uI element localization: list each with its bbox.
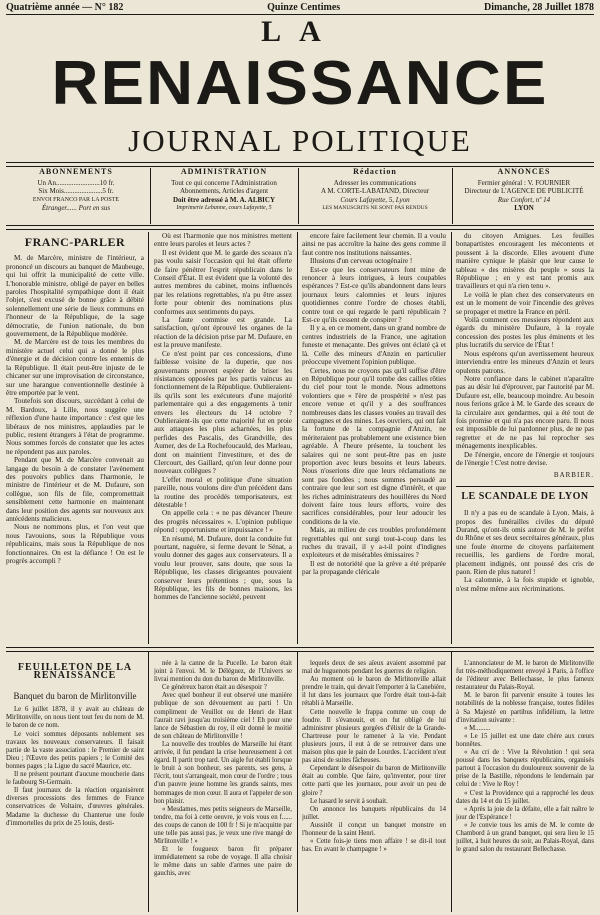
issue-date: Dimanche, 28 Juillet 1878 xyxy=(484,2,594,13)
article-paragraph: Il est évident que M. le garde des sceaux n'a pas voulu saisir l'occasion qui lui était offerte de faire pénétrer l'esprit républicain dans le Conseil d'État. Il est évident que la volonté des autres membres du cabinet, moins influencés par les relations regrettables, n'a pu être assez forte pour obtenir des nominations plus conformes aux sentiments du pays. xyxy=(154,248,292,316)
article-paragraph: Nous ne nommons plus, et l'on veut que nous l'avouions, sous la République vous républicains, mais sous la République de nos fonctionnaires. On est la défiance ! On est le progrès accompli ? xyxy=(6,523,144,566)
info-separator xyxy=(452,168,453,224)
article-paragraph: Est-ce que les conservateurs font mine de renoncer à leurs intrigues, à leurs coupables espérances ? Est-ce qu'ils abandonnent dans leurs journaux leurs calomnies et leurs injures quotidiennes contre l'ordre de choses établi, contre tout ce qui regarde le parti républicain ? Est-ce qu'ils cessent de conspirer ? xyxy=(302,265,446,325)
article-signature: BARBIER. xyxy=(553,471,594,480)
column-separator xyxy=(148,652,149,912)
article-paragraph: Il y a, en ce moment, dans un grand nombre de centres industriels de la France, une agitation funeste et menaçante. Des grèves ont éclaté çà et là. Celle des mineurs d'Anzin en particulier préoccupe vivement l'opinion publique. xyxy=(302,324,446,367)
feuilleton-paragraph: « C'est la Providence qui a rapproché les deux dates du 14 et du 15 juillet. xyxy=(456,789,594,805)
annonces-line: Fermier général : V. FOURNIER xyxy=(477,178,571,187)
article-paragraph: Voilà comment ces messieurs répondent aux égards du ministère Dufaure, à la royale concession des postes les plus éminents et les plus lucratifs du service de l'État ! xyxy=(456,316,594,350)
article-paragraph: Nous espérons qu'un avertissement heureux interviendra entre les mineurs d'Anzin et leurs opulents patrons. xyxy=(456,349,594,375)
article-paragraph: M. de Marcère, ministre de l'intérieur, a prononcé un discours au banquet de Maubeuge, qui lui offrit la municipalité de cette ville. L'honorable ministre, obligé de payer en belles paroles l'hospitalité sympathique dont il était l'objet, s'est excusé de bonne grâce à débité solennellement une série de lieux communs en l'honneur de la République, de la sage démocratie, de l'union nationale, du bon gouvernement, de la République modérée. xyxy=(6,254,144,339)
masthead-title: RENAISSANCE xyxy=(51,49,549,118)
annonces-line: Directeur de L'AGENCE DE PUBLICITÉ xyxy=(464,187,584,195)
administration-heading: ADMINISTRATION xyxy=(180,168,268,176)
feuilleton-paragraph: Cette nouvelle le frappa comme un coup de foudre. Il s'évanouit, et on fut obligé de lui administrer plusieurs gorgées d'élixir de la Grande-Chartreuse pour le ramener à la vie. Pendant plusieurs jours, il eut à de se retrouver dans une maison plus que le pain de Lourdes. L'accident n'eut pas ainsi de suites fâcheuses. xyxy=(302,708,446,765)
redaction-line: LES MANUSCRITS NE SONT PAS RENDUS xyxy=(322,205,428,211)
administration-line: Doit être adressé à M. A. ALBICY xyxy=(172,195,275,204)
column-separator xyxy=(297,232,298,644)
article-paragraph: Notre confiance dans le cabinet n'aparaître pas au désir lui d'éprouver, par l'autorité par M. Dufaure est, elle, beaucoup moindre. Au besoin nous ferions grâce à M. le Garde des sceaux de la circulaire aux gendarmes, qui a été tout de fois promise et qui n'a pas encore paru. Il nous est impossible de lui pardonner plus, de ne pas regretter et de ne pas lui reprocher ses ménagements inexplicables. xyxy=(456,374,594,451)
article-paragraph: L'effet moral et politique d'une situation pareille, nous voulons dire d'un précédent dans la routine des procédés temporisateurs, est détestable ! xyxy=(154,475,292,509)
masthead-subtitle: JOURNAL POLITIQUE xyxy=(128,123,472,158)
masthead-la: LA xyxy=(261,15,339,48)
feuilleton-paragraph: Avec quel bonheur il eut observé une manière publique de son dévouement au parti ! Un compliment de Veuillot ou de Henri de Haut l'aurait ravi jusqu'au troisième ciel ! Eh pour une lance de Sébastien du roy, il eût donné le moitié de son château de Mirlitonville ! xyxy=(154,692,292,740)
column-separator xyxy=(451,652,452,912)
article-paragraph: En résumé, M. Dufaure, dont la conduite fut pourtant, naguère, si ferme devant le Sénat, a voulu donner des gages aux conservateurs. Il a voulu leur prouver, sans doute, que sous la République, les classes dirigeantes pouvaient conserver leurs prétentions ; que, sous la République, les fils de bonnes maisons, les hommes de l'ancienne société, peuvent xyxy=(154,534,292,602)
article-paragraph: Illusions d'un cerveau octogénaire ! xyxy=(310,257,413,266)
annonces-line: Rue Confort, nº 14 xyxy=(497,195,551,204)
issue-bar xyxy=(6,2,594,15)
feuilleton-paragraph: Le hasard le servit à souhait. xyxy=(310,797,388,805)
feuilleton-paragraph: Ce généreux baron était au désespoir ? xyxy=(162,684,267,692)
article-paragraph: Il n'y a pas eu de scandale à Lyon. Mais, à propos des funérailles civiles du député Durand, qu'ont-ils omis autour de M. le préfet du Rhône et ses deux secrétaires généraux, plus une foule énorme de citoyens parfaitement recueillis, les gardiens de l'ordre moral, placement indignés, ont poussé des cris de paon. Rien de plus naturel ! xyxy=(456,509,594,577)
feuilleton-column-four xyxy=(456,660,594,912)
feuilleton-paragraph: Et le fougueux baron fit préparer immédiatement sa robe de voyage. Il alla choisir le même dans un sable d'armes une paire de gauchis, avec xyxy=(154,846,292,878)
issue-number: Quatrième année — N° 182 xyxy=(6,2,124,13)
abonnements-line: Un An.........................10 fr. xyxy=(37,178,115,187)
article-heading: FRANC-PARLER xyxy=(24,235,126,249)
column-four xyxy=(456,232,594,642)
abonnements-line: ENVOI FRANCO PAR LA POSTE xyxy=(32,196,120,203)
article-paragraph: Le voilà le plan chez des conservateurs en est un le moment de voir l'incendie des grèves se propager et mettre la France en péril. xyxy=(456,290,594,316)
article-paragraph: encore faire facilement leur chemin. Il a voulu ainsi ne pas accroître la haine des gens comme il faut contre nos institutions naissantes. xyxy=(302,232,446,257)
article-paragraph: On appelle cela : « ne pas dévancer l'heure des progrès nécessaires ». L'opinion publique répond : opportunisme et impuissance ! » xyxy=(154,509,292,535)
administration-line: Abonnements, Articles d'argent xyxy=(179,187,269,195)
feuilleton-paragraph: L'annonciateur de M. le baron de Mirlitonville fut très-méthodiquement envoyé à Paris, à l'office de l'éditeur avec Bellechasse, le plus fameux restaurateur du Palais-Royal. xyxy=(456,660,594,692)
feuilleton-paragraph: La nouvelle des troubles de Marseille lui étant arrivée, il fut pendant la crise heureusement à cet égard. Il partit trop tard. Un aigle fut établi lorsque le bruit à son bonheur, ses parents, ses gens, à l'écrit, tout s'arrangeait, mon cœur de l'ordre ; tous d'un pauvre jeune homme les grands saints, mes hommages de mon cœur. Il aura et l'appeler de son bon plaisir. xyxy=(154,740,292,805)
feuilleton-paragraph: « Au cri de : Vive la Révolution ! qui sera poussé dans les banquets républicains, organisés partout à l'occasion du douloureux souvenir de la prise de la Bastille, répondons le lendemain par celui de : Vive le Roy ! xyxy=(456,749,594,789)
article-paragraph: Ce n'est point par ces concessions, d'une faiblesse voisine de la duperie, que nos gouvernants peuvent espérer de briser les résistances opposées par les partis vaincus au fonctionnement de la République. Oublieraient-ils qu'ils sont les exécuteurs d'une majorité parlementaire qui a des engagements à tenir envers les électeurs du 14 octobre ? Oublieraient-ils que cette majorité fut en proie aux attaques les plus acharnées, les plus perfides des Pascalis, des Grandville, des Aumer, des de La Rochefoucauld, des Marleau, dont on maintient l'investiture, et des de Clercourt, des Gaillard, qu'on leur donne pour nouveaux collègues ? xyxy=(154,349,292,476)
annonces-box xyxy=(456,168,592,222)
redaction-line: Cours Lafayette, 5, Lyon xyxy=(340,195,410,204)
feuilleton-title: Banquet du baron de Mirlitonville xyxy=(13,691,137,702)
article-paragraph: Il est de notoriété que la grève a été préparée par la propagande cléricale xyxy=(302,559,446,577)
feuilleton-paragraph: Le 6 juillet 1878, il y avait au château de Mirlitonville, on nous tient tout feu du nom de M. le baron de ce nom. xyxy=(6,706,144,730)
article-paragraph: Toutefois son discours, succédant à celui de M. Bardoux, à Lille, nous suggère une réflexion d'une haute importance : c'est que les libéraux de nos ministres, applaudies par le public, restent étrangers à l'état de programme. Nous sommes forcés de constater que les actes ne répondent pas aux paroles. xyxy=(6,397,144,456)
feuilleton-label: FEUILLETON DE LA RENAISSANCE xyxy=(17,662,133,682)
column-separator xyxy=(148,232,149,644)
feuilleton-paragraph: Il ne présent pourtant d'aucune moucherie dans le faubourg St-Germain. xyxy=(6,771,144,787)
feuilleton-paragraph: Au moment où le baron de Mirlitonville allait prendre le train, qui devait l'emporter à la Canebière, il lut dans les journaux que l'ordre était tout-à-fait rétabli à Marseille. xyxy=(302,676,446,708)
administration-box xyxy=(154,168,294,222)
info-divider xyxy=(6,225,594,230)
article-paragraph: Certes, nous ne croyons pas qu'il suffise d'être en République pour qu'il tombe des cailles rôties du ciel pour tout le monde. Nous admettons volontiers que « l'ère de prospérité » n'est pas encore venue et qu'il y a des souffrances nombreuses dans les classes vouées au travail des campagnes et des mines. Les ouvriers, qui ont fait la fortune de la compagnie d'Anzin, ne mériteraient pas probablement une existence bien agréable. À l'heure présente, la touchent les salaires qui ne sont peut-être pas en juste proportion avec leurs besoins et leurs labeurs. Nous n'oserions dire que leurs réclamations ne sont pas fondées ; nous sommes persuadé au contraire que leur sort est digne d'intérêt, et que les riches administrateurs des houillères du Nord doivent faire tous leurs efforts, voire des sacrifices considérables, pour leur adoucir les conditions de la vie. xyxy=(302,366,446,526)
administration-line: Tout ce qui concerne l'Administration xyxy=(171,178,277,187)
feuilleton-paragraph: On annonce les banquets républicains du 14 juillet. xyxy=(302,805,446,821)
redaction-heading: Rédaction xyxy=(353,168,397,176)
feuilleton-paragraph: « Je convie tous les amis de M. le comte de Chambord à un grand banquet, qui sera lieu le 15 juillet, à huit heures du soir, au Palais-Royal, dans le grand salon du restaurant Bellechasse. xyxy=(456,821,594,854)
redaction-box xyxy=(302,168,448,222)
feuilleton-paragraph: née à la canne de la Pucelle. Le baron était joint à l'envoi. M. le Déléguez, de l'Univers se livrai mention du don du baron de Mirlitonville. xyxy=(154,660,292,684)
annonces-heading: ANNONCES xyxy=(497,168,551,176)
column-three xyxy=(302,232,446,642)
article-paragraph: Pendant que M. de Marcère convenait au langage du besoin à de constater l'avènement des pouvoirs publics dans l'harmonie, le ministre de l'intérieur et de M. Dufaure, son collègue, son fils de file, comprometttait sensiblement cette harmonie en maintenant dans leur position des agents sur nouveaux aux antécédents malicieux. xyxy=(6,456,144,523)
article-paragraph: De l'énergie, encore de l'énergie et toujours de l'énergie ! C'est notre devise. xyxy=(456,450,594,467)
issue-price: Quinze Centimes xyxy=(267,2,341,13)
annonces-line: LYON xyxy=(514,204,534,212)
feuilleton-paragraph: « Après la joie de la défaite, elle a fait naître le jour de l'Espérance ! xyxy=(456,805,594,821)
feuilleton-paragraph: « M......... xyxy=(464,724,491,732)
feuilleton-paragraph: Aussitôt il conçut un banquet monstre en l'honneur de la saint Henri. xyxy=(302,821,446,837)
article-paragraph: M. de Marcère est de tous les membres du ministère actuel celui qui a donné le plus d'énergie et de décision contre les ennemis de la République. Il était peut-être injuste de le chicaner sur une improvisation de circonstance, sur une harangue conventionnelle destinée à être emportée par le vent. xyxy=(6,338,144,397)
abonnements-heading: ABONNEMENTS xyxy=(39,168,113,176)
feuilleton-paragraph: Il faut journaux de la réaction organisèrent diverses processions des femmes de France conservatrices de Voltaire, d'œuvres générales. Madame la duchesse du Chanterue une foule d'immortelles du prix de 25 louis, desti- xyxy=(6,787,144,827)
column-franc-parler xyxy=(6,232,144,642)
feuilleton-paragraph: « Mesdames, mes petits seigneurs de Marseille, tendre, ma foi à cette oeuvre, je vois vous en f...... des coups de canon de 100 fr ! Si je m'acquitte par une telle pas aussi pas, je veux une rive mangé de Mirlitonville ! » xyxy=(154,805,292,846)
column-separator xyxy=(297,652,298,912)
column-separator xyxy=(451,232,452,644)
feuilleton-paragraph: lequels deux de ses aïeux avaient assommé par mal de huguenots pendant les guerres de religion. xyxy=(302,660,446,676)
redaction-line: A M. CORTE-LABATAND, Directeur xyxy=(320,187,430,195)
article-paragraph: du citoyen Amigues. Les feuilles bonapartistes encouragent les mécontents et poussent à la discorde. Elles avouent d'une manière cynique le plaisir que leur cause le tableau « des misères du peuple » sous la République ; en y est tant promis aux travailleurs et qui n'a rien tenu ». xyxy=(456,232,594,291)
column-two xyxy=(154,232,292,642)
feuilleton-paragraph: Cependant le désespoir du baron de Mirlitonville était au comble. Que faire, qu'inventer, pour tirer cette parti que les journaux, pour avoir un peu de gloire ? xyxy=(302,765,446,797)
article-paragraph: Mais, au milieu de ces troubles profondément regrettables qui ont surgi tout-à-coup dans les ruches du travail, il y a-t-il point d'indignes exploiteurs et de misérables émissaires ? xyxy=(302,526,446,560)
info-separator xyxy=(150,168,151,224)
article-paragraph: La faute commise est grande. La satisfaction, qu'ont éprouvé les organes de la réaction de la décision prise par M. Dufaure, en est la preuve manifeste. xyxy=(154,316,292,350)
feuilleton-column-one xyxy=(6,660,144,912)
feuilleton-divider xyxy=(6,647,594,652)
feuilleton-column-three xyxy=(302,660,446,912)
article-heading: LE SCANDALE DE LYON xyxy=(456,486,594,501)
redaction-line: Adresser les communications xyxy=(333,178,417,187)
feuilleton-column-two xyxy=(154,660,292,912)
administration-line: Imprimerie Lebanne, cours Lafayette, 5 xyxy=(176,205,272,211)
abonnements-line: Étranger...... Port en sus xyxy=(41,204,111,212)
abonnements-box xyxy=(8,168,144,222)
feuilleton-paragraph: « Le 15 juillet est une date chère aux cœurs honnêtes. xyxy=(456,732,594,748)
info-separator xyxy=(298,168,299,224)
feuilleton-paragraph: Le voici sommes déposants noblement ses travaux les nouveaux conservateurs. Il faisait partie de la vaste association : le Premier de saint Dieu ; l'Œuvre des petits papiers ; le Comité des bonnes pages ; la Ligue du sacré Maurice, etc. xyxy=(6,730,144,770)
masthead-divider xyxy=(6,162,594,167)
feuilleton-paragraph: « Cette fois-je tiens mon affaire ! se dit-il tout bas. En avant le champagne ! » xyxy=(302,838,446,854)
abonnements-line: Six Mois......................5 fr. xyxy=(38,187,114,195)
feuilleton-paragraph: M. le baron fit parvenir ensuite à toutes les notabilités de la noblesse française, toutes fidèles à Sa Majesté en partibus infidélium, la lettre d'invitation suivante : xyxy=(456,692,594,724)
article-paragraph: La calomnie, à la fois stupide et ignoble, n'est même même aux récriminations. xyxy=(456,576,594,593)
article-paragraph: Où est l'harmonie que nos ministres mettent entre leurs paroles et leurs actes ? xyxy=(154,232,292,249)
